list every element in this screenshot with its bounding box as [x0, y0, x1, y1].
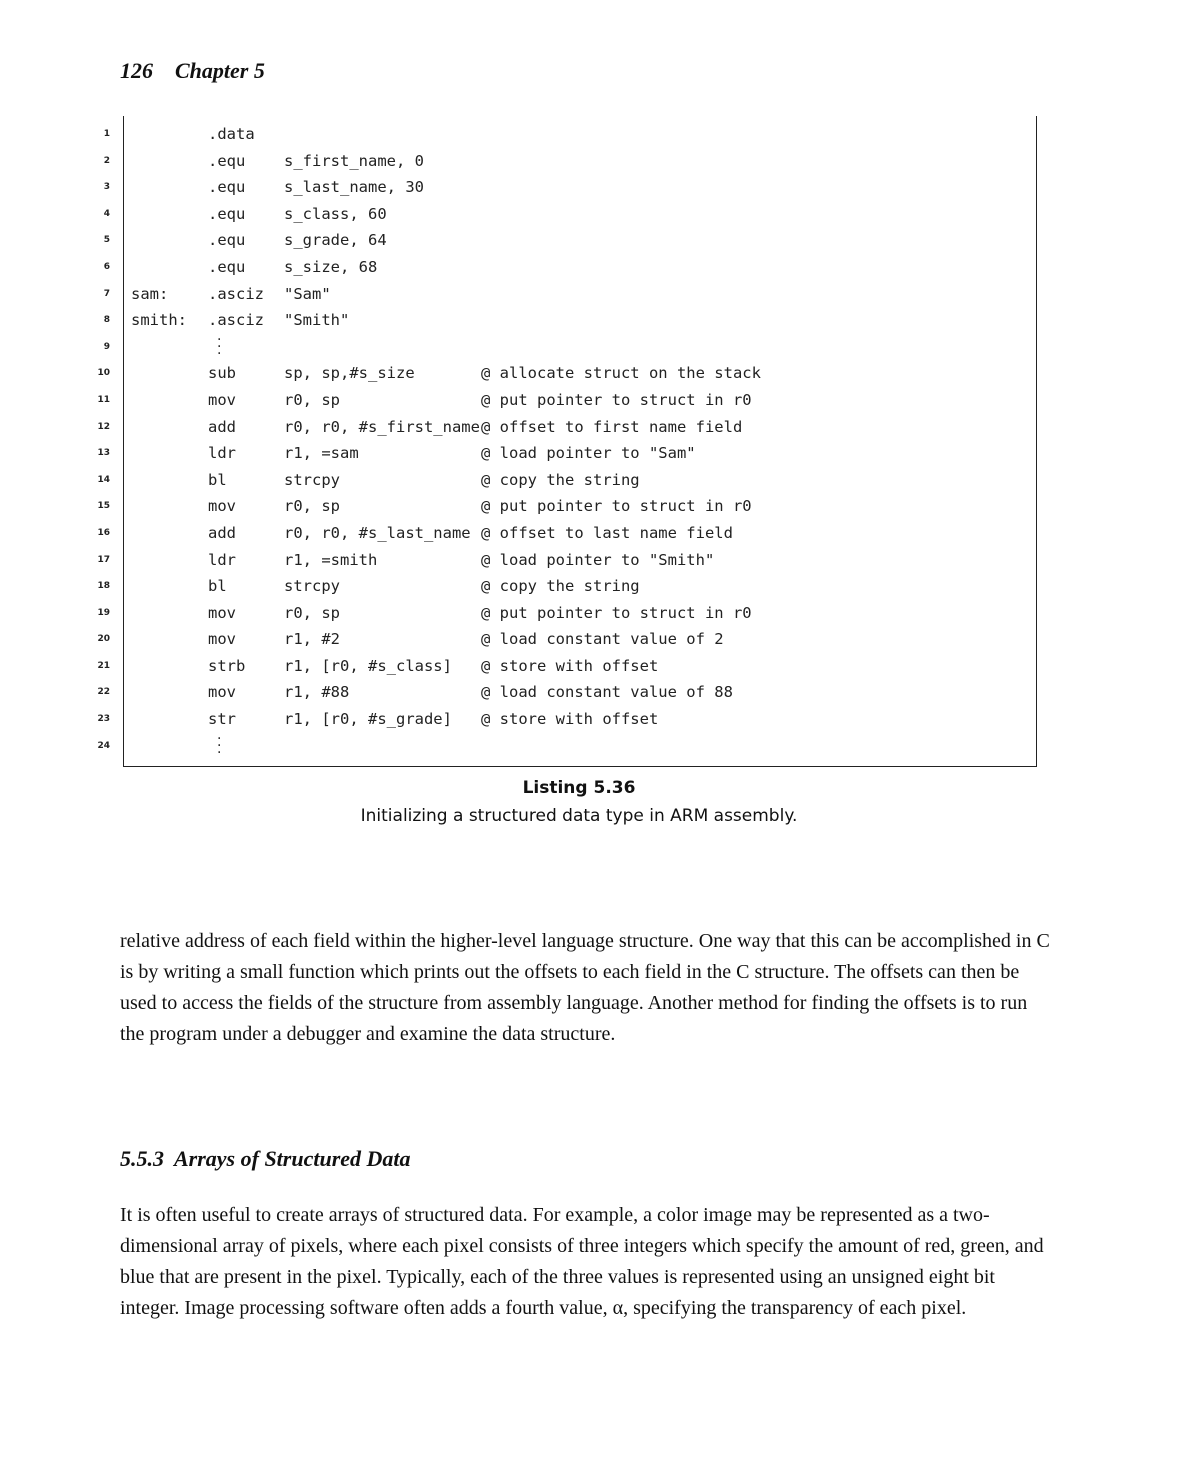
code-label: smith:	[131, 311, 187, 330]
body-paragraph: relative address of each field within the higher-level language structure. One way that this can be accomplished in C is by writing a small function which prints out the offsets to each field in the C structure. The offsets can then be used to access the fields of the structure from assembly language. Another method for finding the offsets is to run the program under a debugger and examine the data structure.	[120, 930, 1050, 1045]
line-number: 8	[103, 315, 110, 326]
line-number: 12	[97, 421, 110, 432]
code-opcode: .equ	[208, 178, 246, 197]
code-operands: sp, sp,#s_size	[284, 364, 415, 383]
code-operands: r1, #2	[284, 630, 340, 649]
code-label: sam:	[131, 284, 169, 303]
line-number: 14	[97, 474, 110, 485]
code-operands: s_last_name, 30	[284, 178, 424, 197]
line-number: 3	[103, 182, 110, 193]
line-number: 20	[97, 634, 110, 645]
line-number: 4	[103, 208, 110, 219]
code-operands: r0, r0, #s_first_name	[284, 417, 480, 436]
code-comment: @ store with offset	[481, 710, 659, 729]
code-opcode: mov	[208, 390, 236, 409]
code-operands: r1, [r0, #s_class]	[284, 656, 452, 675]
page-header	[120, 58, 265, 84]
line-number: 9	[103, 341, 110, 352]
code-comment: @ put pointer to struct in r0	[481, 390, 752, 409]
line-number: 17	[97, 554, 110, 565]
code-opcode: .equ	[208, 231, 246, 250]
code-opcode: .data	[208, 125, 255, 143]
code-opcode: add	[208, 523, 236, 542]
code-comment: @ copy the string	[481, 577, 640, 596]
code-opcode: ldr	[208, 550, 236, 569]
code-operands: s_first_name, 0	[284, 151, 424, 170]
listing-caption-text: Initializing a structured data type in ARM assembly.	[360, 806, 798, 826]
code-operands: r0, sp	[284, 497, 340, 516]
code-opcode: .asciz	[208, 284, 264, 303]
code-comment: @ offset to first name field	[481, 417, 743, 436]
code-operands: s_grade, 64	[284, 231, 387, 250]
code-opcode: mov	[208, 603, 236, 622]
section-heading	[120, 1146, 411, 1172]
code-operands: s_size, 68	[284, 257, 378, 276]
section-title: Arrays of Structured Data	[174, 1146, 411, 1171]
code-comment: @ offset to last name field	[481, 523, 733, 542]
page-number: 126	[120, 58, 153, 83]
code-opcode: sub	[208, 364, 236, 383]
line-number: 24	[97, 740, 110, 751]
line-number: 22	[97, 687, 110, 698]
code-comment: @ store with offset	[481, 656, 659, 675]
code-operands: "Smith"	[284, 311, 350, 330]
code-operands: strcpy	[284, 470, 340, 489]
code-operands: strcpy	[284, 577, 340, 596]
code-opcode: mov	[208, 630, 236, 649]
code-opcode: bl	[208, 470, 227, 489]
body-paragraph: It is often useful to create arrays of structured data. For example, a color image may be represented as a two-dimensional array of pixels, where each pixel consists of three integers which specify the amount of red, green, and blue that are present in the pixel. Typically, each of the three values is represented using an unsigned eight bit integer. Image processing software often adds a fourth value, α, specifying the transparency of each pixel.	[120, 1204, 1044, 1319]
line-number: 5	[103, 235, 110, 246]
code-opcode: .asciz	[208, 311, 264, 330]
code-comment: @ put pointer to struct in r0	[481, 497, 752, 516]
line-number: 13	[97, 448, 110, 459]
code-comment: @ copy the string	[481, 470, 640, 489]
line-number: 23	[97, 714, 110, 725]
code-opcode: .equ	[208, 151, 246, 170]
code-comment: @ load pointer to "Sam"	[481, 444, 696, 463]
code-operands: s_class, 60	[284, 204, 387, 223]
code-operands: r1, =smith	[284, 550, 378, 569]
ellipsis-icon: · · ·	[217, 730, 222, 761]
line-number: 7	[103, 288, 110, 299]
code-opcode: str	[208, 710, 236, 729]
code-opcode: strb	[208, 656, 246, 675]
code-comment: @ put pointer to struct in r0	[481, 603, 752, 622]
ellipsis-icon: · · ·	[217, 331, 222, 362]
code-operands: r0, r0, #s_last_name	[284, 523, 471, 542]
line-number: 16	[97, 527, 110, 538]
code-comment: @ load constant value of 2	[481, 630, 724, 649]
line-number: 1	[103, 129, 110, 139]
code-opcode: add	[208, 417, 236, 436]
line-number: 2	[103, 155, 110, 166]
line-number: 15	[97, 501, 110, 512]
code-opcode: .equ	[208, 257, 246, 276]
line-number: 18	[97, 581, 110, 592]
code-comment: @ load constant value of 88	[481, 683, 733, 702]
code-operands: r1, [r0, #s_grade]	[284, 710, 452, 729]
line-number: 21	[97, 660, 110, 671]
code-opcode: mov	[208, 497, 236, 516]
line-number: 10	[97, 368, 110, 379]
code-operands: r1, #88	[284, 683, 350, 702]
code-comment: @ load pointer to "Smith"	[481, 550, 715, 569]
code-operands: r0, sp	[284, 603, 340, 622]
code-opcode: ldr	[208, 444, 236, 463]
code-comment: @ allocate struct on the stack	[481, 364, 761, 383]
section-number: 5.5.3	[120, 1146, 164, 1171]
code-opcode: mov	[208, 683, 236, 702]
line-number: 19	[97, 607, 110, 618]
code-opcode: bl	[208, 577, 227, 596]
code-operands: r0, sp	[284, 390, 340, 409]
code-operands: r1, =sam	[284, 444, 359, 463]
line-numbers	[90, 121, 110, 759]
line-number: 11	[97, 394, 110, 405]
chapter-title: Chapter 5	[175, 58, 265, 83]
listing-caption-title: Listing 5.36	[522, 778, 636, 798]
code-operands: "Sam"	[284, 284, 331, 303]
line-number: 6	[103, 261, 110, 272]
code-opcode: .equ	[208, 204, 246, 223]
